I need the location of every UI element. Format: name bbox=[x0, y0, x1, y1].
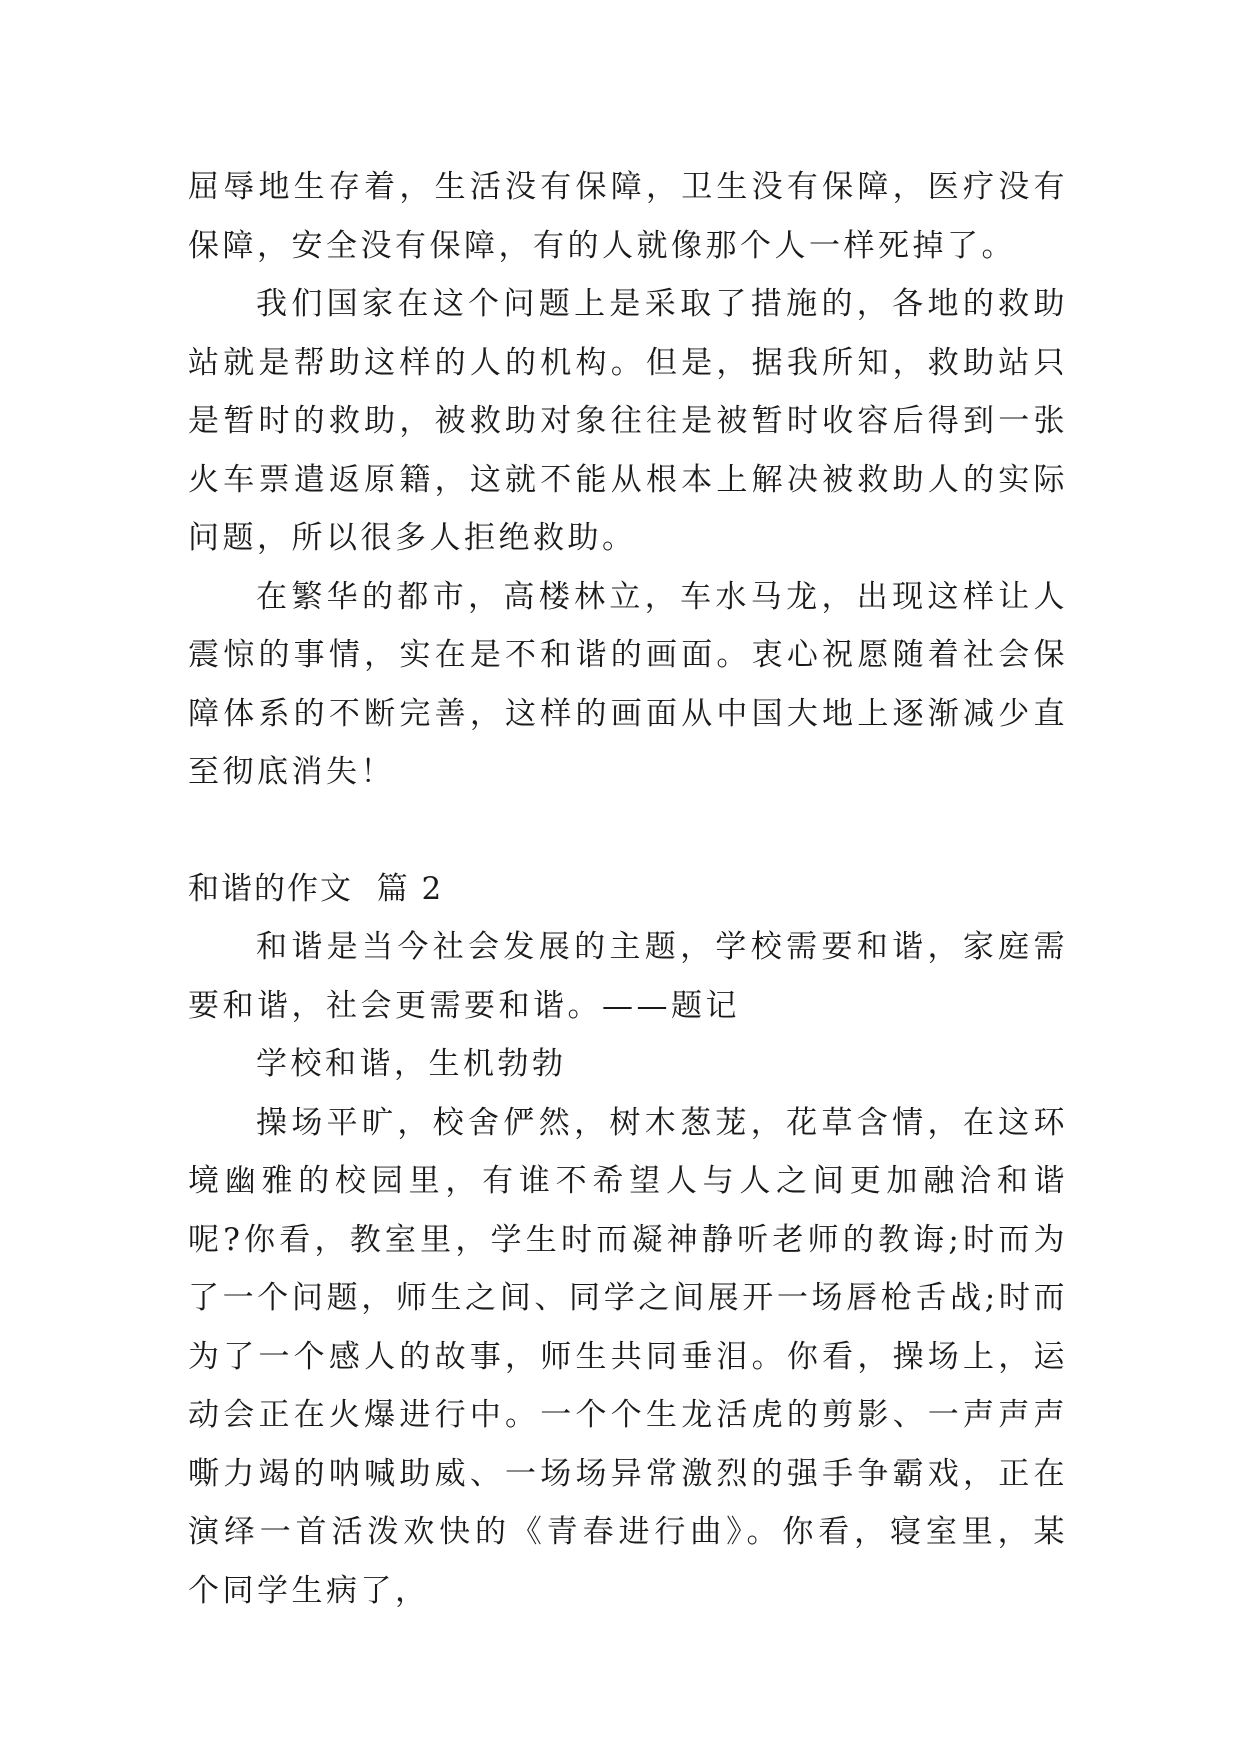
paragraph-rescue-station: 我们国家在这个问题上是采取了措施的，各地的救助站就是帮助这样的人的机构。但是，据我所知，救助站只是暂时的救助，被救助对象往往是被暂时收容后得到一张火车票遣返原籍，这就不能从根本上解决被救助人的实际问题，所以很多人拒绝救助。 bbox=[188, 286, 1068, 556]
paragraph-campus: 操场平旷，校舍俨然，树木葱茏，花草含情，在这环境幽雅的校园里，有谁不希望人与人之间更加融洽和谐呢?你看，教室里，学生时而凝神静听老师的教诲;时而为了一个问题，师生之间、同学之间展开一场唇枪舌战;时而为了一个感人的故事，师生共同垂泪。你看，操场上，运动会正在火爆进行中。一个个生龙活虎的剪影、一声声声嘶力竭的呐喊助威、一场场异常激烈的强手争霸戏，正在演绎一首活泼欢快的《青春进行曲》。你看，寝室里，某个同学生病了， bbox=[188, 1104, 1068, 1609]
section-heading-text: 和谐的作文 篇 2 bbox=[188, 870, 444, 907]
paragraph-continuation: 屈辱地生存着，生活没有保障，卫生没有保障，医疗没有保障，安全没有保障，有的人就像那个人一样死掉了。 bbox=[188, 169, 1068, 264]
document-body bbox=[188, 158, 1068, 1620]
section-heading bbox=[188, 860, 1068, 919]
paragraph-epigraph: 和谐是当今社会发展的主题，学校需要和谐，家庭需要和谐，社会更需要和谐。——题记 bbox=[188, 929, 1068, 1024]
paragraph-subheading: 学校和谐，生机勃勃 bbox=[256, 1046, 567, 1082]
paragraph-conclusion: 在繁华的都市，高楼林立，车水马龙，出现这样让人震惊的事情，实在是不和谐的画面。衷心祝愿随着社会保障体系的不断完善，这样的画面从中国大地上逐渐减少直至彻底消失！ bbox=[188, 578, 1068, 790]
